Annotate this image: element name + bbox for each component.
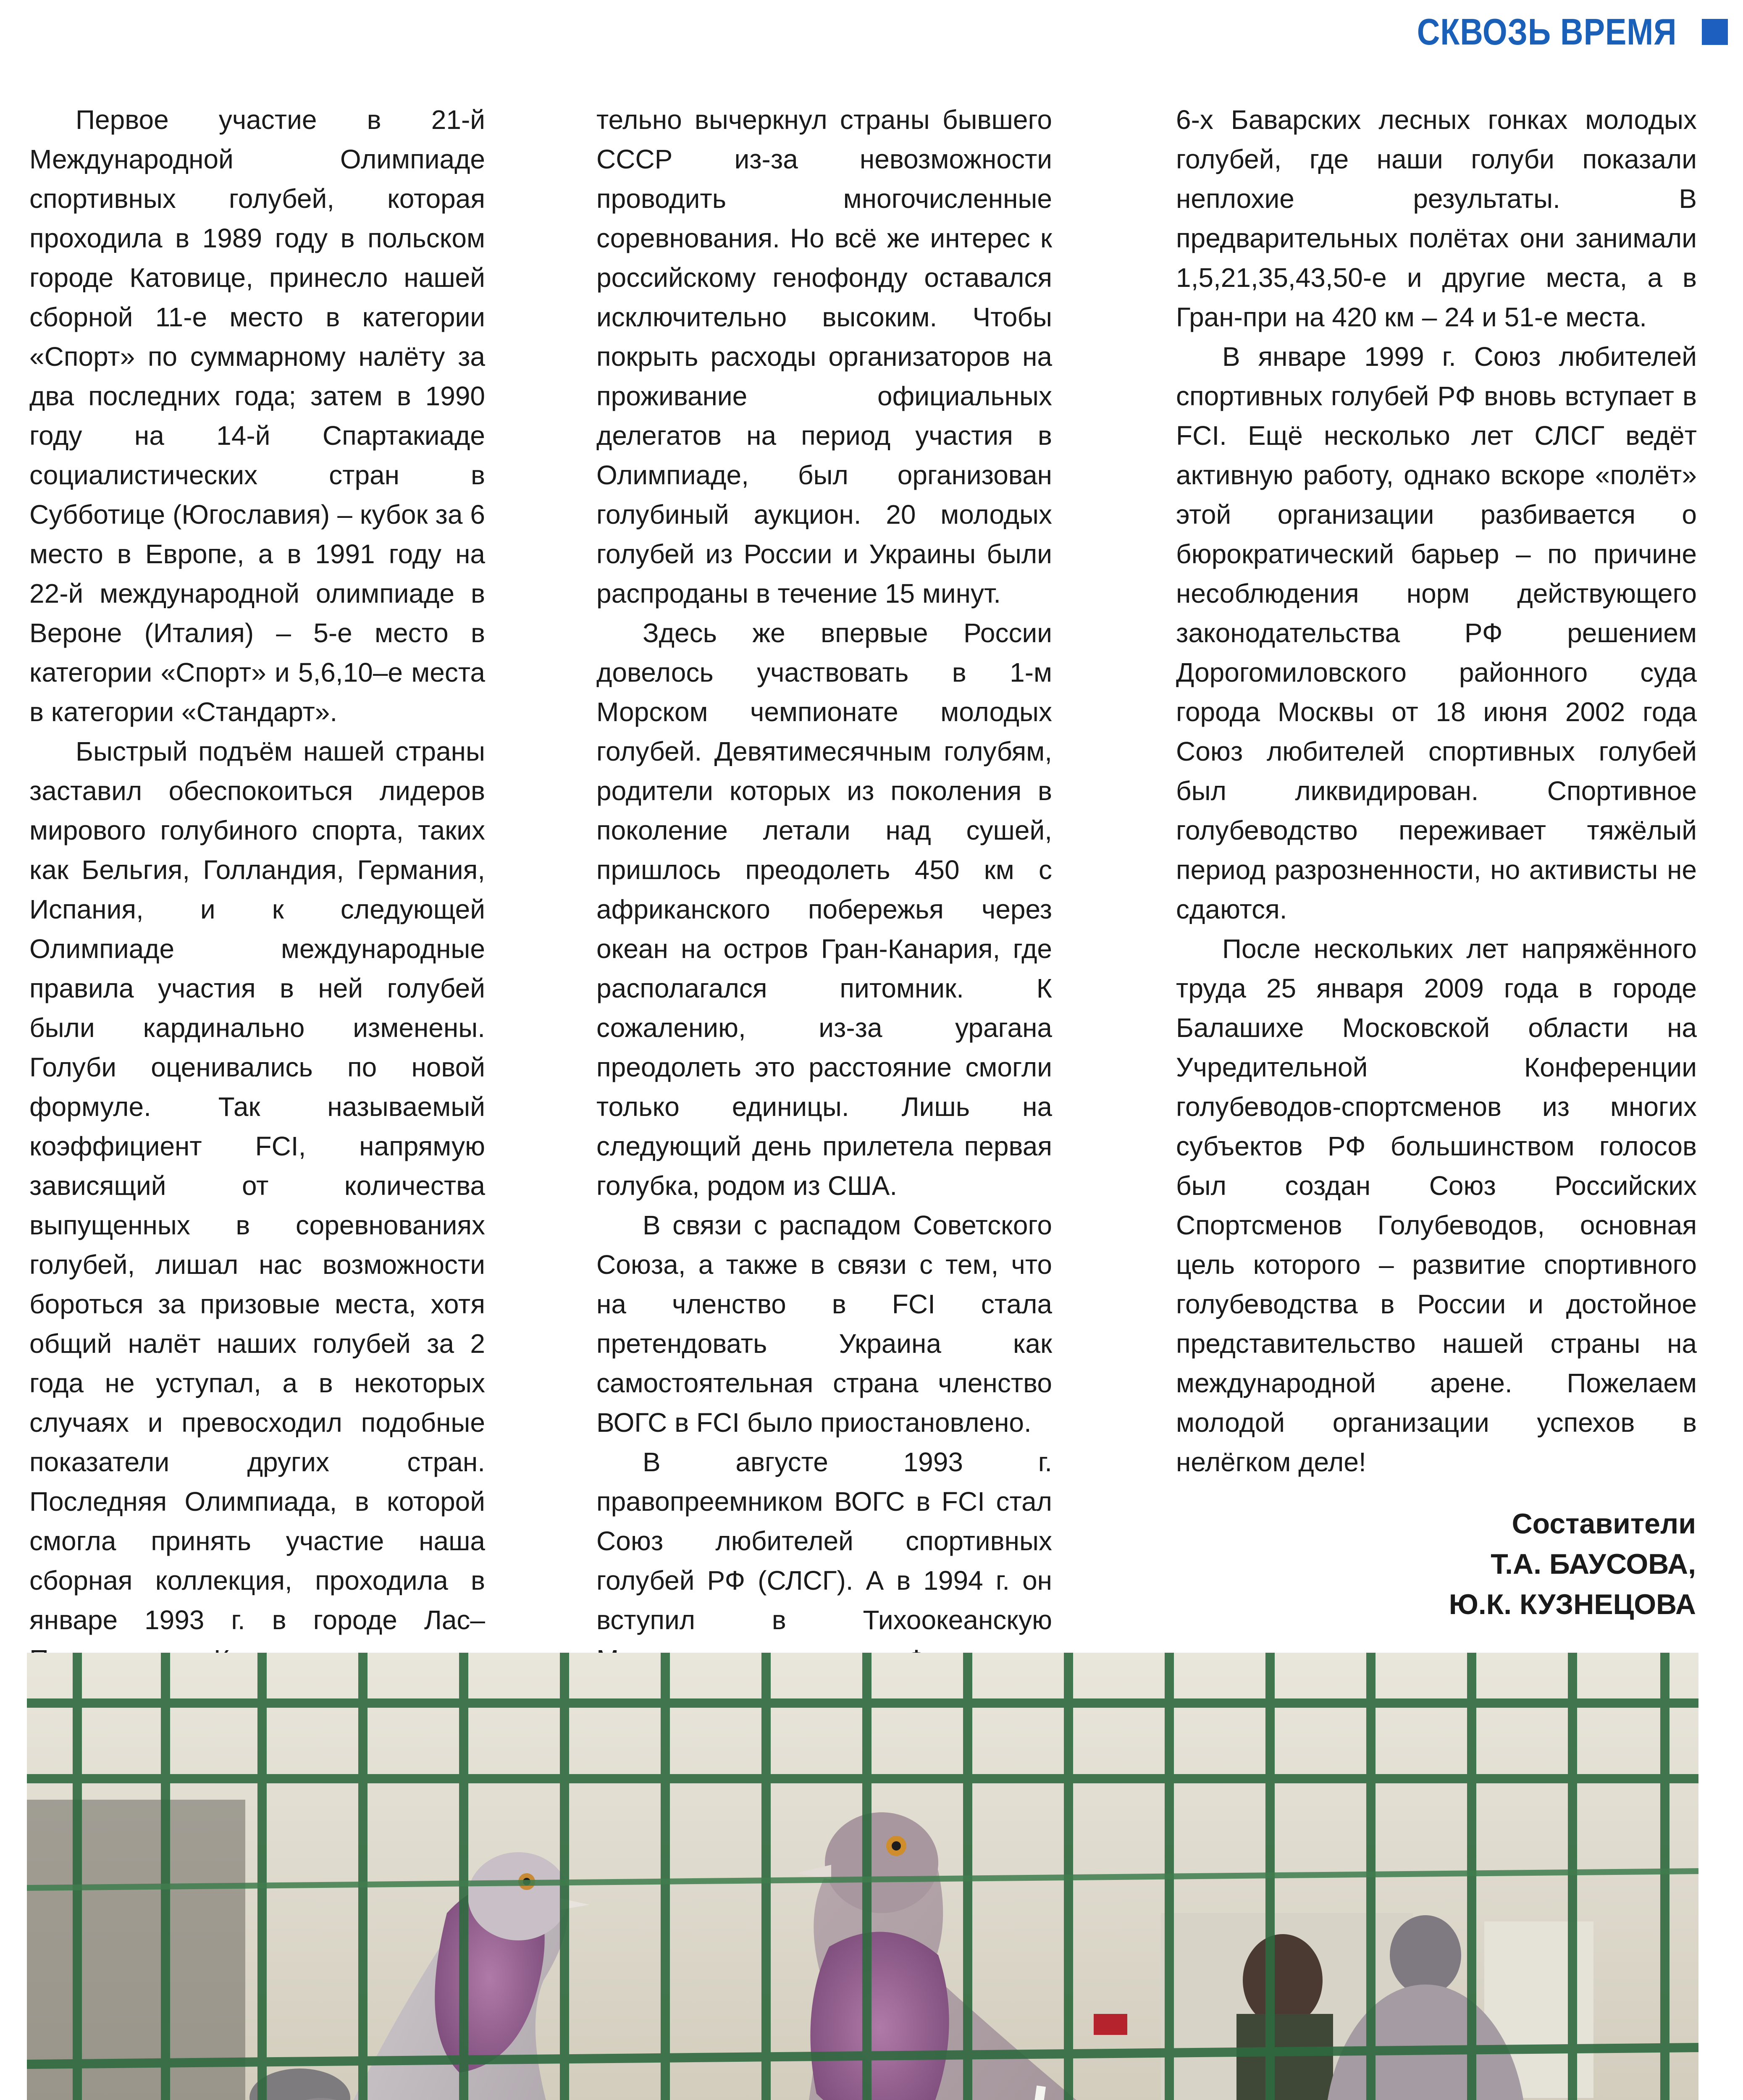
article-paragraph: Быстрый подъём нашей страны заставил обеспокоиться лидеров мирового голубиного спорта, таких как Бельгия, Голландия, Германия, Испания, и к следующей Олимпиаде международные правила участия в ней голубей были кардинально изменены. Голуби оценивались по новой формуле. Так называемый коэффициент FCI, напрямую зависящий от количества выпущенных в соревнованиях голубей, лишал нас возможности бороться за призовые места, хотя общий налёт наших голубей за 2 года не уступал, а в некоторых случаях и превосходил подобные показатели других стран. Последняя Олимпиада, в которой смогла принять участие наша сборная коллекция, проходила в январе 1993 г. в городе Лас– — [29, 736, 485, 1635]
section-title: СКВОЗЬ ВРЕМЯ — [1417, 11, 1677, 52]
article-paragraph: В январе 1999 г. Союз любителей спортивных голубей РФ вновь вступает в FCI. Ещё несколько лет СЛСГ ведёт активную работу, однако вскоре «полёт» этой организации разбивается о бюрократический барьер – по причине несоблюдения норм действующего законодательства РФ решением Дорогомиловского районного суда города Москвы от 18 июня 2002 года Союз любителей спортивных голубей был ликвидирован. Спортивное голубеводство переживает тяжёлый период разрозненности, но активисты не сдаются. — [1176, 341, 1697, 924]
author-name: Т.А. БАУСОВА, — [1491, 1548, 1696, 1580]
article-paragraph: После нескольких лет напряжённого труда 25 января 2009 года в городе Балашихе Московской области на Учредительной Конференции голубеводов-спортсменов из многих субъектов РФ большинством голосов был создан Союз Российских Спортсменов Голубеводов, основная цель которого – развитие спортивного голубеводства в России и достойное представительство нашей страны на международной арене. Пожелаем молодой организации успехов в нелёгком деле! — [1176, 934, 1697, 1477]
pigeons-in-cages-photo — [27, 1653, 1698, 2100]
article-paragraph: Здесь же впервые России довелось участвовать в 1-м Морском чемпионате молодых голубей. Девятимесячным голубям, родители которых из поколения в поколение летали над сушей, пришлось преодолеть 450 км с африканского побережья через океан на остров Гран-Канария, где располагался питомник. К сожалению, из-за урагана преодолеть это расстояние смогли только единицы. Лишь на следующий день прилетела первая голубка, родом из США. — [596, 618, 1052, 1201]
section-header — [1375, 10, 1728, 53]
author-name: Ю.К. КУЗНЕЦОВА — [1449, 1588, 1696, 1620]
article-paragraph: тельно вычеркнул страны бывшего СССР из-за невозможности проводить многочисленные соревнования. Но всё же интерес к российскому генофонду оставался исключительно высоким. Чтобы покрыть расходы организаторов на проживание официальных делегатов на период участия в Олимпиаде, был организован голубиный аукцион. 20 молодых голубей из России и Украины были распроданы в течение 15 минут. — [596, 105, 1052, 609]
article-column-3 — [1176, 100, 1697, 1482]
article-paragraph: В августе 1993 г. правопреемником ВОГС в FCI стал Союз любителей спортивных голубей РФ (СЛСГ). А в 1994 г. он вступил в Тихоокеанскую — [596, 1447, 1052, 1635]
article-paragraph: 6-х Баварских лесных гонках молодых голубей, где наши голуби показали неплохие результаты. В предварительных полётах они занимали 1,5,21,35,43,50-е и другие места, а в Гран-при на 420 км – 24 и 51-е места. — [1176, 105, 1697, 332]
authors-label: Составители — [1512, 1508, 1696, 1540]
article-column-2 — [596, 100, 1052, 1916]
section-marker-square — [1702, 19, 1728, 45]
article-paragraph: В связи с распадом Советского Союза, а также в связи с тем, что на членство в FCI стала претендовать Украина как самостоятельная страна членство ВОГС в FCI было приостановлено. — [596, 1210, 1052, 1438]
article-paragraph: Первое участие в 21-й Международной Олимпиаде спортивных голубей, которая проходила в 1989 году в польском городе Катовице, принесло нашей сборной 11-е место в категории «Спорт» по суммарному налёту за два последних года; затем в 1990 году на 14-й Спартакиаде социалистических стран в Субботице (Югославия) – кубок за 6 место в Европе, а в 1991 году на 22-й международной олимпиаде в Вероне (Италия) – 5-е место в категории «Спорт» и 5,6,10–е места в категории «Стандарт». — [29, 105, 485, 727]
pigeons-photo-illustration — [27, 1653, 1698, 2100]
article-authors — [1449, 1504, 1696, 1625]
